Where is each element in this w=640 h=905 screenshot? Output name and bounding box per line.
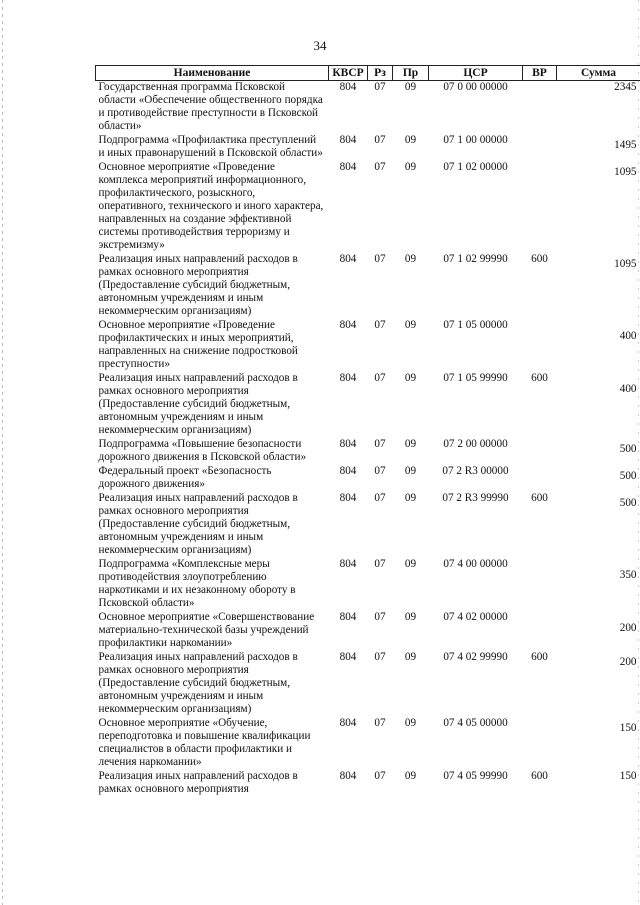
table-row xyxy=(96,438,640,465)
table-row xyxy=(96,492,640,558)
row-csr: 07 0 00 00000 xyxy=(443,81,508,93)
row-pr: 09 xyxy=(404,319,417,331)
row-kvsr: 804 xyxy=(339,161,357,173)
row-pr: 09 xyxy=(404,611,417,623)
table-row xyxy=(96,558,640,611)
row-sum: 350 xyxy=(619,569,637,581)
row-sum: 150 xyxy=(619,770,637,782)
table-row xyxy=(96,161,640,253)
row-kvsr: 804 xyxy=(339,651,357,663)
row-pr: 09 xyxy=(404,161,417,173)
row-name: Подпрограмма «Комплексные меры противодействия злоупотреблению наркотиками и их незаконному обороту в Псковской области» xyxy=(98,558,296,609)
row-sum: 400 xyxy=(619,330,637,342)
row-pr: 09 xyxy=(404,717,417,729)
row-name: Реализация иных направлений расходов в рамках основного мероприятия xyxy=(98,770,298,795)
row-sum: 200 xyxy=(619,656,637,668)
row-pr: 09 xyxy=(404,651,417,663)
row-rz: 07 xyxy=(374,438,386,450)
row-sum: 500 xyxy=(619,497,637,509)
row-rz: 07 xyxy=(374,651,386,663)
row-name: Федеральный проект «Безопасность дорожного движения» xyxy=(98,465,272,490)
row-rz: 07 xyxy=(374,319,386,331)
header-row xyxy=(96,66,640,81)
row-csr: 07 1 05 99990 xyxy=(443,372,508,384)
row-vr: 600 xyxy=(531,492,548,504)
header-name: Наименование xyxy=(96,66,329,81)
table-row xyxy=(96,611,640,651)
row-kvsr: 804 xyxy=(339,134,357,146)
row-sum: 500 xyxy=(619,470,637,482)
row-kvsr: 804 xyxy=(339,372,357,384)
row-pr: 09 xyxy=(404,558,417,570)
row-csr: 07 4 02 00000 xyxy=(443,611,508,623)
row-csr: 07 4 00 00000 xyxy=(443,558,508,570)
table-row xyxy=(96,770,640,797)
row-csr: 07 2 R3 00000 xyxy=(442,465,509,477)
row-pr: 09 xyxy=(404,81,417,93)
row-sum: 1095 xyxy=(614,166,637,178)
row-rz: 07 xyxy=(374,717,386,729)
row-csr: 07 2 R3 99990 xyxy=(442,492,509,504)
row-vr xyxy=(523,319,557,372)
row-rz: 07 xyxy=(374,770,386,782)
header-csr: ЦСР xyxy=(429,66,523,81)
row-kvsr: 804 xyxy=(339,81,357,93)
row-csr: 07 1 05 00000 xyxy=(443,319,508,331)
header-pr: Пр xyxy=(393,66,429,81)
table-row xyxy=(96,253,640,319)
row-name: Реализация иных направлений расходов в рамках основного мероприятия (Предоставление субсидий бюджетным, автономным учреждениям и иным некоммерческим организациям) xyxy=(98,651,298,715)
row-kvsr: 804 xyxy=(339,717,357,729)
row-vr: 600 xyxy=(531,651,548,663)
table-row xyxy=(96,465,640,492)
row-name: Государственная программа Псковской области «Обеспечение общественного порядка и противодействие преступности в Псковской области» xyxy=(98,81,323,132)
row-pr: 09 xyxy=(404,372,417,384)
table-row xyxy=(96,81,640,135)
row-name: Подпрограмма «Повышение безопасности дорожного движения в Псковской области» xyxy=(98,438,307,463)
row-sum: 150 xyxy=(619,722,637,734)
budget-table xyxy=(95,65,640,797)
row-kvsr: 804 xyxy=(339,770,357,782)
row-rz: 07 xyxy=(374,372,386,384)
row-csr: 07 4 05 99990 xyxy=(443,770,508,782)
row-kvsr: 804 xyxy=(339,465,357,477)
row-csr: 07 1 02 99990 xyxy=(443,253,508,265)
table-header xyxy=(96,66,640,81)
row-pr: 09 xyxy=(404,770,417,782)
row-vr xyxy=(523,134,557,161)
row-kvsr: 804 xyxy=(339,558,357,570)
row-pr: 09 xyxy=(404,492,417,504)
row-rz: 07 xyxy=(374,465,386,477)
table-row xyxy=(96,372,640,438)
row-csr: 07 4 05 00000 xyxy=(443,717,508,729)
row-vr xyxy=(523,161,557,253)
row-pr: 09 xyxy=(404,134,417,146)
row-vr: 600 xyxy=(531,770,548,782)
row-kvsr: 804 xyxy=(339,319,357,331)
row-name: Основное мероприятие «Совершенствование материально-технической базы учреждений профилактики наркомании» xyxy=(98,611,315,649)
row-kvsr: 804 xyxy=(339,253,357,265)
row-pr: 09 xyxy=(404,465,417,477)
row-rz: 07 xyxy=(374,161,386,173)
row-sum: 200 xyxy=(619,622,637,634)
table-row xyxy=(96,717,640,770)
row-csr: 07 4 02 99990 xyxy=(443,651,508,663)
table-row xyxy=(96,651,640,717)
row-rz: 07 xyxy=(374,611,386,623)
header-vr: ВР xyxy=(523,66,557,81)
row-kvsr: 804 xyxy=(339,611,357,623)
row-vr xyxy=(523,611,557,651)
row-vr xyxy=(523,81,557,135)
row-name: Реализация иных направлений расходов в рамках основного мероприятия (Предоставление субсидий бюджетным, автономным учреждениям и иным некоммерческим организациям) xyxy=(98,253,298,317)
row-pr: 09 xyxy=(404,438,417,450)
row-rz: 07 xyxy=(374,253,386,265)
table-body xyxy=(96,81,640,798)
row-pr: 09 xyxy=(404,253,417,265)
row-csr: 07 1 00 00000 xyxy=(443,134,508,146)
row-vr xyxy=(523,717,557,770)
header-kvsr: КВСР xyxy=(329,66,368,81)
row-sum: 1495 xyxy=(614,139,637,151)
row-vr xyxy=(523,558,557,611)
row-sum: 400 xyxy=(619,383,637,395)
page-number: 34 xyxy=(313,38,327,53)
row-csr: 07 2 00 00000 xyxy=(443,438,508,450)
row-csr: 07 1 02 00000 xyxy=(443,161,508,173)
row-name: Основное мероприятие «Обучение, переподготовка и повышение квалификации специалистов в области профилактики и лечения наркомании» xyxy=(98,717,311,768)
table-row xyxy=(96,319,640,372)
row-sum: 2345 xyxy=(614,81,637,93)
row-vr xyxy=(523,438,557,465)
row-name: Реализация иных направлений расходов в рамках основного мероприятия (Предоставление субсидий бюджетным, автономным учреждениям и иным некоммерческим организациям) xyxy=(98,372,298,436)
row-name: Основное мероприятие «Проведение профилактических и иных мероприятий, направленных на снижение подростковой преступности» xyxy=(98,319,298,370)
header-sum: Сумма xyxy=(557,66,640,81)
row-name: Подпрограмма «Профилактика преступлений и иных правонарушений в Псковской области» xyxy=(98,134,323,159)
row-name: Реализация иных направлений расходов в рамках основного мероприятия (Предоставление субсидий бюджетным, автономным учреждениям и иным некоммерческим организациям) xyxy=(98,492,298,556)
header-rz: Рз xyxy=(368,66,393,81)
row-vr xyxy=(523,465,557,492)
table-row xyxy=(96,134,640,161)
row-rz: 07 xyxy=(374,134,386,146)
row-vr: 600 xyxy=(531,372,548,384)
scan-edge-left xyxy=(2,0,3,905)
row-rz: 07 xyxy=(374,81,386,93)
row-sum: 1095 xyxy=(614,258,637,270)
row-rz: 07 xyxy=(374,492,386,504)
row-rz: 07 xyxy=(374,558,386,570)
row-name: Основное мероприятие «Проведение комплекса мероприятий информационного, профилактического, розыскного, оперативного, технического и иного характера, направленных на создание эффективной системы противодействия терроризму и экстремизму» xyxy=(98,161,324,251)
row-vr: 600 xyxy=(531,253,548,265)
row-sum: 500 xyxy=(619,443,637,455)
row-kvsr: 804 xyxy=(339,492,357,504)
row-kvsr: 804 xyxy=(339,438,357,450)
